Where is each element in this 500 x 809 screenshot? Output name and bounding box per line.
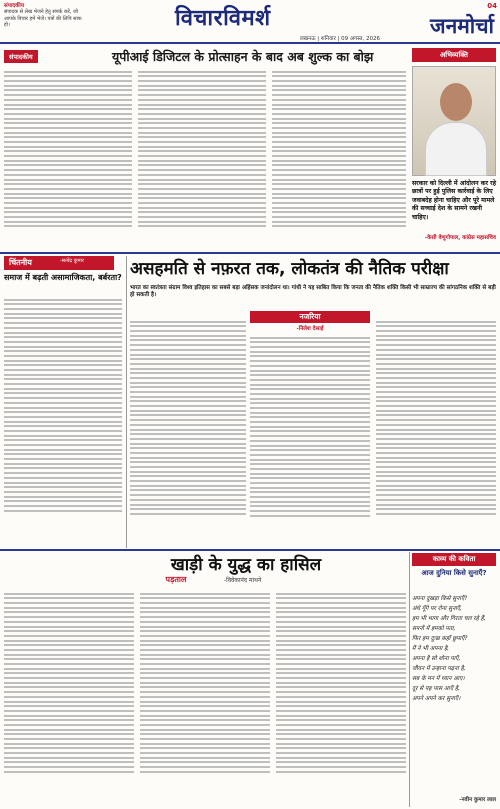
bottom-column-3: [276, 590, 406, 805]
main-column-2: [250, 334, 370, 548]
editorial-headline: यूपीआई डिजिटल के प्रोत्साहन के बाद अब शुल्क का बोझ: [112, 49, 374, 64]
masthead-note-text: संपादक से लेख भेजने हेतु संपर्क करें, जो आपके विचार हमें भेजें। पत्रों की लिपि साफ हो।: [4, 9, 82, 29]
poem-title: आज दुनिया किसे सुनाएँ?: [421, 569, 487, 577]
main-column-3: [376, 318, 496, 548]
poem-line: अंधे गूँगे पर रोना सुनाएँ,: [412, 606, 462, 612]
poem-body: [412, 594, 496, 704]
masthead-note: [4, 3, 84, 29]
poem-author: -नवीन कुमार लाल: [459, 797, 496, 803]
editorial-column-1: [4, 68, 132, 252]
poem-line: अपने अपने कर सुनाएँ।: [412, 696, 461, 702]
chintan-tag: चिंतनीय: [4, 256, 114, 270]
opinion-tag: अभिव्यक्ति: [412, 48, 496, 62]
poem-line: दूर से यह पास आएँ है,: [412, 686, 460, 692]
najariya-author: -निलेश देसाई: [296, 326, 324, 332]
quote-text: सरकार को दिल्ली में आंदोलन कर रहे छात्रों पर हुई पुलिस कार्रवाई के लिए जवाबदेह होना चाहिए और पूरे मामले की सच्चाई देश के सामने रखनी चाहिए।: [412, 180, 496, 221]
dateline: लखनऊ | शनिवार | 09 अगस्त, 2026: [299, 36, 380, 42]
side-headline: समाज में बढ़ती असामाजिकता, बर्बरता?: [4, 273, 122, 282]
najariya-tag: नजरिया: [250, 311, 370, 323]
masthead-note-head: संपादकीय: [4, 3, 25, 9]
brand-logo: जनमोर्चा: [429, 13, 494, 38]
poem-line: सपनों में हमको पता,: [412, 626, 456, 632]
masthead: [0, 0, 500, 44]
page-number: 04: [487, 2, 497, 10]
chintan-author: -सत्येंद्र कुमार: [60, 258, 84, 264]
editorial-tag: संपादकीय: [4, 50, 38, 63]
side-column: [4, 296, 122, 546]
poem-tag: काव्य की कविता: [412, 553, 496, 566]
quote-author: -केसी वेणुगोपाल, कांग्रेस महासचिव: [424, 235, 496, 241]
poem-line: जीवन में उन्हाना पढ़ना है,: [412, 666, 466, 672]
bottom-column-1: [4, 590, 134, 805]
main-column-1: [130, 318, 246, 548]
poem-line: सब के मन में ध्यान आए।: [412, 676, 465, 682]
section-title: विचारविमर्श: [175, 5, 271, 31]
editorial-column-3: [272, 68, 406, 252]
poem-line: मैं ने भी अपना है,: [412, 646, 449, 652]
speaker-portrait: [412, 66, 496, 176]
padtal-author: -विवेकानंद माथने: [224, 577, 262, 584]
main-standfirst: भारत का स्वतंत्रता संग्राम विश्व इतिहास का सबसे बड़ा अहिंसक जनांदोलन था। गांधी ने यह साबित किया कि जनता की नैतिक शक्ति किसी भी साम्राज्य की सांगठनिक शक्ति से बड़ी हो सकती है।: [130, 285, 496, 299]
poem-line: अपना दुखड़ा किसे सुनाएँ?: [412, 596, 468, 602]
editorial-band: [0, 46, 410, 66]
editorial-column-2: [138, 68, 266, 252]
main-headline: असहमति से नफ़रत तक, लोकतंत्र की नैतिक परीक्षा: [130, 259, 449, 279]
bottom-headline: खाड़ी के युद्ध का हासिल: [170, 555, 322, 575]
padtal-tag: पड़ताल: [165, 575, 187, 584]
bottom-column-2: [140, 590, 270, 805]
poem-line: हम भी भागा और गिरता चल रहे हैं,: [412, 616, 486, 622]
poem-line: फिर हम दुःख कहाँ छुपाएँ?: [412, 636, 468, 642]
poem-line: अपना है सो शोना पाएँ,: [412, 656, 461, 662]
